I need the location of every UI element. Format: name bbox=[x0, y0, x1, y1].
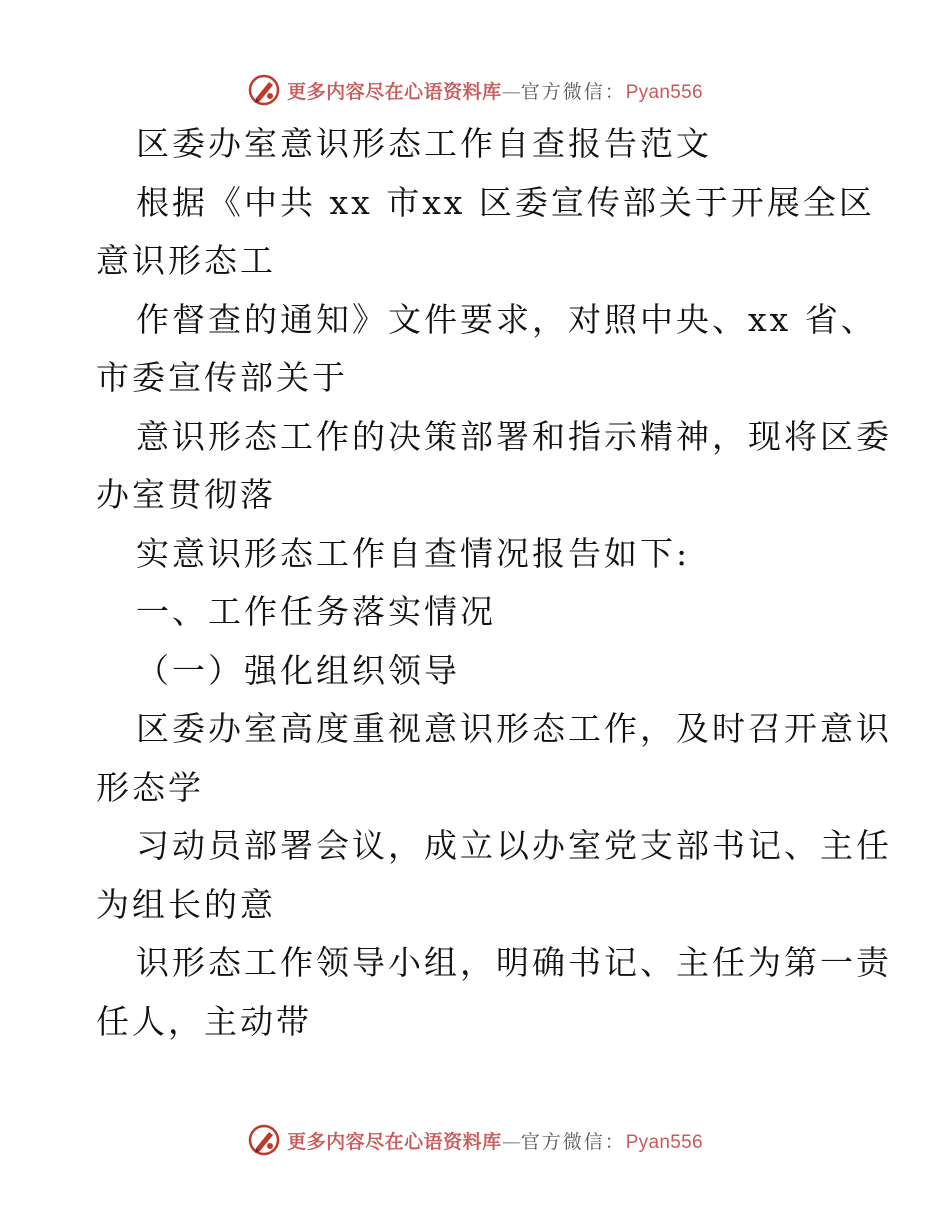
text-line: 办室贯彻落 bbox=[96, 475, 276, 514]
text-line: 形态学 bbox=[96, 767, 204, 807]
header-watermark bbox=[0, 70, 950, 110]
watermark-separator: — bbox=[501, 80, 521, 103]
watermark-wechat-id: Pyan556 bbox=[625, 81, 703, 103]
document-title: 区委办室意识形态工作自查报告范文 bbox=[136, 124, 712, 163]
text-line: 实意识形态工作自查情况报告如下: bbox=[136, 533, 691, 573]
pen-logo-icon bbox=[247, 1123, 281, 1157]
text-line: 作督查的通知》文件要求，对照中央、xx 省、 bbox=[136, 299, 877, 339]
watermark-text bbox=[287, 77, 703, 104]
watermark-wechat-label: 官方微信： bbox=[520, 1130, 626, 1153]
document-body bbox=[96, 115, 892, 1051]
watermark-site-text: 更多内容尽在心语资料库 bbox=[287, 1130, 502, 1153]
text-line: 任人，主动带 bbox=[96, 1001, 312, 1041]
text-line: 市委宣传部关于 bbox=[96, 358, 348, 397]
subsection-heading: （一）强化组织领导 bbox=[136, 650, 460, 690]
text-line: 意识形态工 bbox=[96, 241, 276, 280]
text-line: 识形态工作领导小组，明确书记、主任为第一责 bbox=[136, 943, 892, 982]
footer-watermark bbox=[0, 1120, 950, 1160]
text-line: 为组长的意 bbox=[96, 884, 276, 924]
section-heading: 一、工作任务落实情况 bbox=[136, 592, 496, 631]
watermark-separator: — bbox=[501, 1130, 521, 1153]
watermark-wechat-id: Pyan556 bbox=[625, 1131, 703, 1153]
text-line: 意识形态工作的决策部署和指示精神，现将区委 bbox=[136, 416, 892, 456]
text-line: 习动员部署会议，成立以办室党支部书记、主任 bbox=[136, 826, 892, 865]
text-line: 根据《中共 xx 市xx 区委宣传部关于开展全区 bbox=[136, 182, 875, 222]
watermark-site-text: 更多内容尽在心语资料库 bbox=[287, 80, 502, 103]
watermark-text bbox=[287, 1127, 703, 1154]
watermark-wechat-label: 官方微信： bbox=[520, 80, 626, 103]
pen-logo-icon bbox=[247, 73, 281, 107]
text-line: 区委办室高度重视意识形态工作，及时召开意识 bbox=[136, 709, 892, 748]
